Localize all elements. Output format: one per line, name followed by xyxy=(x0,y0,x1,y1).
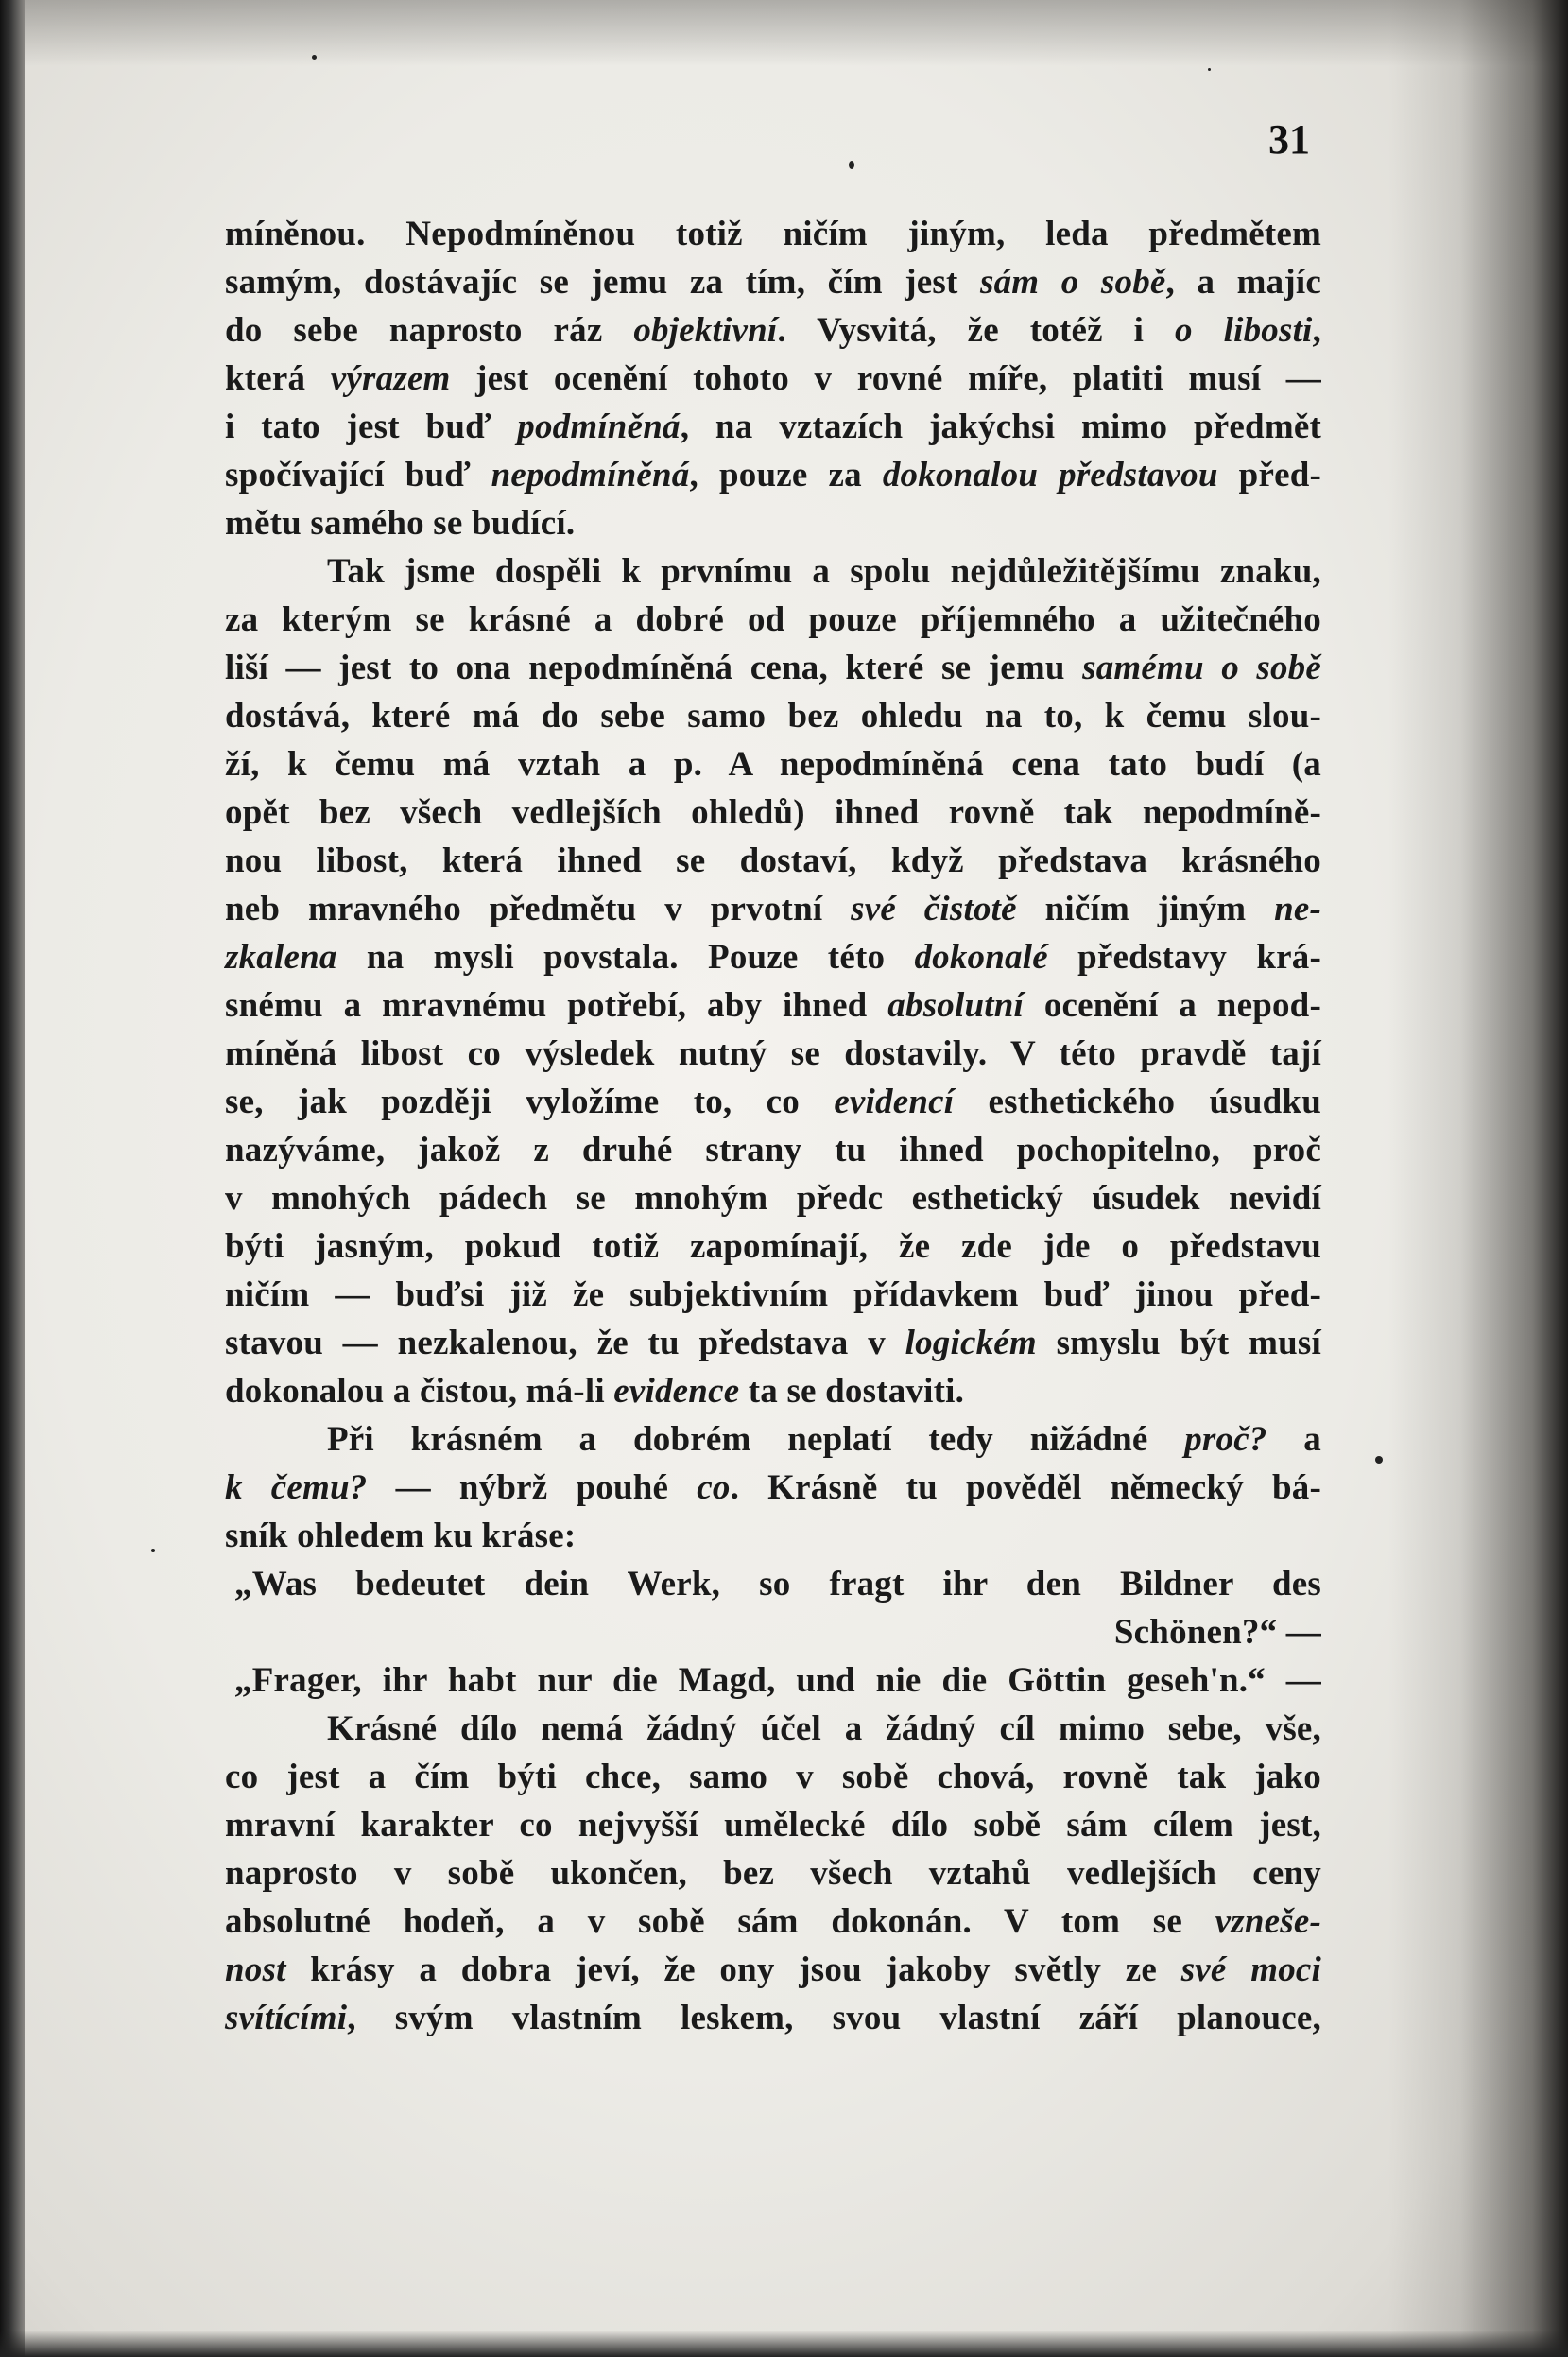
page-shadow-right xyxy=(1388,0,1568,2357)
text-segment: , pouze za xyxy=(689,456,883,494)
text-segment: ocenění a nepod- xyxy=(1024,986,1321,1025)
italic-text: o libosti xyxy=(1175,311,1313,350)
body-text xyxy=(225,210,1321,2042)
text-segment: esthetického úsudku xyxy=(954,1083,1321,1121)
italic-text: sám o sobě xyxy=(979,263,1166,302)
text-line xyxy=(225,499,1321,547)
text-segment: se, jak později vyložíme to, co xyxy=(225,1083,835,1121)
text-line xyxy=(225,258,1321,306)
page-number: 31 xyxy=(1268,116,1310,163)
text-line xyxy=(225,1560,1321,1608)
text-line xyxy=(225,644,1321,692)
text-segment: ží, k čemu má vztah a p. A nepodmíněná cena tato budí (a xyxy=(225,745,1321,784)
text-segment: krásy a dobra jeví, že ony jsou jakoby světly ze xyxy=(285,1950,1181,1989)
text-line xyxy=(225,306,1321,355)
text-line xyxy=(225,1030,1321,1078)
italic-text: k čemu? xyxy=(225,1468,368,1507)
text-line xyxy=(225,547,1321,596)
ink-speck xyxy=(849,161,854,169)
text-segment: v mnohých pádech se mnohým předc esthetický úsudek nevidí xyxy=(225,1179,1321,1218)
text-segment: , na vztazích jakýchsi mimo předmět xyxy=(680,407,1321,446)
ink-speck xyxy=(151,1549,155,1552)
text-segment: liší — jest to ona nepodmíněná cena, které se jemu xyxy=(225,649,1083,687)
text-line xyxy=(225,1367,1321,1415)
italic-text: svítícími xyxy=(225,1999,348,2037)
text-segment: jest ocenění tohoto v rovné míře, platiti musí — xyxy=(450,359,1321,398)
text-line xyxy=(225,1222,1321,1271)
italic-text: nepodmíněná xyxy=(491,456,690,494)
text-segment: „Frager, ihr habt nur die Magd, und nie die Göttin geseh'n.“ — xyxy=(234,1661,1321,1700)
page-shadow-top xyxy=(0,0,1568,66)
text-segment: opět bez všech vedlejších ohledů) ihned rovně tak nepodmíně- xyxy=(225,793,1321,832)
text-line xyxy=(225,789,1321,837)
text-line xyxy=(225,1512,1321,1560)
text-segment: . Krásně tu pověděl německý bá- xyxy=(730,1468,1322,1507)
text-line xyxy=(225,1126,1321,1174)
text-segment: , a majíc xyxy=(1165,263,1321,302)
italic-text: své moci xyxy=(1180,1950,1322,1989)
text-line xyxy=(225,355,1321,403)
text-segment: do sebe naprosto ráz xyxy=(225,311,634,350)
text-segment: ničím jiným xyxy=(1016,890,1275,928)
text-segment: Schönen?“ — xyxy=(1113,1613,1321,1652)
text-line xyxy=(225,1801,1321,1849)
text-line xyxy=(225,403,1321,451)
italic-text: výrazem xyxy=(330,359,451,398)
text-segment: Při krásném a dobrém neplatí tedy nižádné xyxy=(327,1420,1185,1459)
text-line xyxy=(225,1705,1321,1753)
text-line xyxy=(225,1078,1321,1126)
italic-text: samému o sobě xyxy=(1082,649,1322,687)
text-segment: . Vysvitá, že totéž i xyxy=(777,311,1176,350)
text-line xyxy=(225,1753,1321,1801)
italic-text: vzneše- xyxy=(1215,1902,1321,1941)
ink-speck xyxy=(1375,1456,1383,1464)
text-line xyxy=(225,1608,1321,1656)
text-segment: sník ohledem ku kráse: xyxy=(225,1516,577,1555)
text-line xyxy=(225,933,1321,981)
text-segment: neb mravného předmětu v prvotní xyxy=(225,890,852,928)
text-segment: dokonalou a čistou, má-li xyxy=(225,1372,614,1411)
text-line xyxy=(225,1898,1321,1946)
italic-text: své čistotě xyxy=(851,890,1017,928)
italic-text: zkalena xyxy=(225,938,337,977)
text-line xyxy=(225,1994,1321,2042)
ink-speck xyxy=(1208,68,1211,71)
italic-text: dokonalé xyxy=(914,938,1048,977)
text-segment: ničím — buďsi již že subjektivním přídavkem buď jinou před- xyxy=(225,1275,1321,1314)
text-segment: dostává, které má do sebe samo bez ohledu na to, k čemu slou- xyxy=(225,697,1321,736)
italic-text: nost xyxy=(225,1950,286,1989)
text-line xyxy=(225,1656,1321,1705)
text-segment: samým, dostávajíc se jemu za tím, čím jest xyxy=(225,263,980,302)
text-line xyxy=(225,1319,1321,1367)
text-line xyxy=(225,1415,1321,1464)
text-segment: nou libost, která ihned se dostaví, když představa krásného xyxy=(225,841,1321,880)
text-segment: „Was bedeutet dein Werk, so fragt ihr den Bildner des xyxy=(234,1565,1321,1603)
text-line xyxy=(225,1174,1321,1222)
text-segment: , xyxy=(1312,311,1321,350)
text-segment: nazýváme, jakož z druhé strany tu ihned pochopitelno, proč xyxy=(225,1131,1321,1170)
text-line xyxy=(225,740,1321,789)
text-segment: Tak jsme dospěli k prvnímu a spolu nejdůležitějšímu znaku, xyxy=(327,552,1321,591)
text-line xyxy=(225,1946,1321,1994)
italic-text: evidence xyxy=(613,1372,740,1411)
italic-text: evidencí xyxy=(834,1083,955,1121)
text-segment: Krásné dílo nemá žádný účel a žádný cíl mimo sebe, vše, xyxy=(327,1709,1321,1748)
text-segment: smyslu být musí xyxy=(1036,1324,1322,1362)
text-segment: co jest a čím býti chce, samo v sobě chová, rovně tak jako xyxy=(225,1758,1321,1796)
text-segment: a xyxy=(1266,1420,1321,1459)
text-segment: ta se dostaviti. xyxy=(739,1372,965,1411)
text-segment: — nýbrž pouhé xyxy=(367,1468,698,1507)
text-segment: mravní karakter co nejvyšší umělecké dílo sobě sám cílem jest, xyxy=(225,1806,1321,1845)
italic-text: proč? xyxy=(1184,1420,1267,1459)
text-segment: spočívající buď xyxy=(225,456,491,494)
text-segment: představy krá- xyxy=(1047,938,1321,977)
text-segment: před- xyxy=(1217,456,1321,494)
text-line xyxy=(225,1464,1321,1512)
text-line xyxy=(225,692,1321,740)
text-segment: mětu samého se budící. xyxy=(225,504,576,543)
text-segment: za kterým se krásné a dobré od pouze příjemného a užitečného xyxy=(225,600,1321,639)
italic-text: podmíněná xyxy=(517,407,681,446)
text-segment: , svým vlastním leskem, svou vlastní září planouce, xyxy=(347,1999,1321,2037)
italic-text: objektivní xyxy=(633,311,778,350)
italic-text: absolutní xyxy=(887,986,1024,1025)
text-line xyxy=(225,451,1321,499)
page-edge-left xyxy=(0,0,25,2357)
text-segment: míněnou. Nepodmíněnou totiž ničím jiným, leda předmětem xyxy=(225,215,1321,253)
italic-text: ne- xyxy=(1274,890,1322,928)
page-edge-bottom xyxy=(0,2331,1568,2357)
text-segment: stavou — nezkalenou, že tu představa v xyxy=(225,1324,905,1362)
text-segment: na mysli povstala. Pouze této xyxy=(336,938,915,977)
text-line xyxy=(225,1271,1321,1319)
text-segment: která xyxy=(225,359,331,398)
text-segment: míněná libost co výsledek nutný se dostavily. V této pravdě tají xyxy=(225,1034,1321,1073)
italic-text: co xyxy=(697,1468,731,1507)
text-line xyxy=(225,885,1321,933)
text-line xyxy=(225,1849,1321,1898)
text-line xyxy=(225,981,1321,1030)
italic-text: dokonalou představou xyxy=(882,456,1218,494)
italic-text: logickém xyxy=(905,1324,1037,1362)
text-line xyxy=(225,210,1321,258)
text-segment: i tato jest buď xyxy=(225,407,518,446)
text-segment: snému a mravnému potřebí, aby ihned xyxy=(225,986,888,1025)
text-segment: absolutné hodeň, a v sobě sám dokonán. V tom se xyxy=(225,1902,1215,1941)
text-segment: naprosto v sobě ukončen, bez všech vztahů vedlejších ceny xyxy=(225,1854,1321,1893)
text-line xyxy=(225,596,1321,644)
text-line xyxy=(225,837,1321,885)
text-segment: býti jasným, pokud totiž zapomínají, že zde jde o představu xyxy=(225,1227,1321,1266)
ink-speck xyxy=(312,55,317,60)
